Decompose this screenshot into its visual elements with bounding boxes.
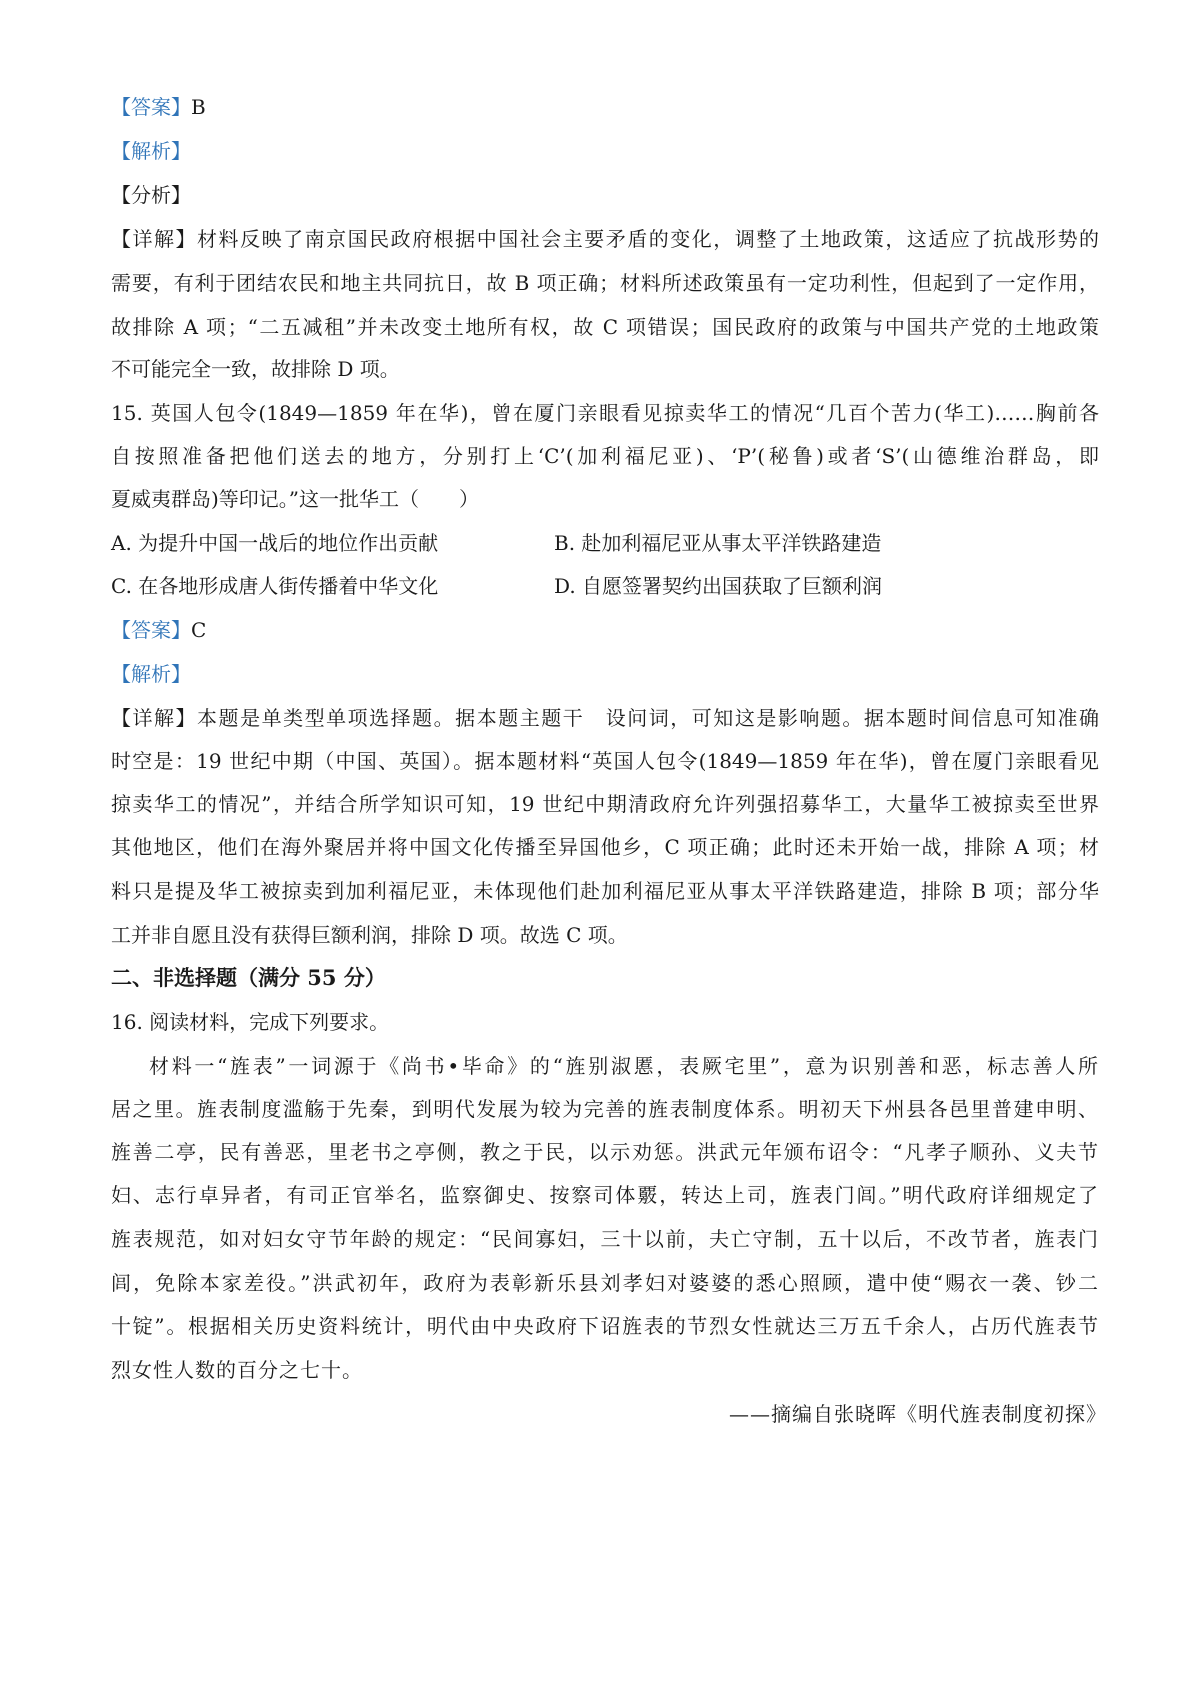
option-c: C. 在各地形成唐人街传播着中华文化 [111, 574, 439, 598]
material-line-8: 烈女性人数的百分之七十。 [111, 1358, 363, 1382]
material-line-4: 妇、志行卓异者，有司正官举名，监察御史、按察司体覈，转达上司，旌表门闾。”明代政府详细规定了 [111, 1183, 1099, 1207]
material-source: ——摘编自张晓晖《明代旌表制度初探》 [729, 1402, 1107, 1426]
q16-stem: 16. 阅读材料，完成下列要求。 [111, 1010, 390, 1034]
material-line-2: 居之里。旌表制度滥觞于先秦，到明代发展为较为完善的旌表制度体系。明初天下州县各邑里普建申明、 [111, 1097, 1099, 1121]
q15-detail-line-6: 工并非自愿且没有获得巨额利润，排除 D 项。故选 C 项。 [111, 923, 628, 947]
q14-detail-line-2: 需要，有利于团结农民和地主共同抗日，故 B 项正确；材料所述政策虽有一定功利性，但起到了一定作用， [111, 271, 1099, 295]
option-b: B. 赴加利福尼亚从事太平洋铁路建造 [554, 531, 882, 555]
material-line-1: 材料一“旌表”一词源于《尚书•毕命》的“旌别淑慝，表厥宅里”，意为识别善和恶，标志善人所 [149, 1054, 1099, 1078]
answer-tag: 【答案】 [111, 618, 191, 642]
q15-detail-line-4: 其他地区，他们在海外聚居并将中国文化传播至异国他乡，C 项正确；此时还未开始一战，排除 A 项；材 [111, 835, 1099, 859]
q14-answer-line [111, 92, 206, 122]
q15-stem-line-3: 夏威夷群岛)等印记。”这一批华工（ ） [111, 487, 480, 511]
fenxi-tag: 【分析】 [111, 183, 191, 207]
q15-answer-line [111, 615, 206, 645]
material-line-6: 闾，免除本家差役。”洪武初年，政府为表彰新乐县刘孝妇对婆婆的悉心照顾，遣中使“赐衣一袭、钞二 [111, 1271, 1099, 1295]
q15-detail-line-2: 时空是：19 世纪中期（中国、英国）。据本题材料“英国人包令(1849—1859 年在华)，曾在厦门亲眼看见 [111, 749, 1099, 773]
option-a: A. 为提升中国一战后的地位作出贡献 [111, 531, 439, 555]
analysis-tag: 【解析】 [111, 662, 191, 686]
answer-value: B [191, 95, 206, 119]
q14-detail-line-3: 故排除 A 项；“二五减租”并未改变土地所有权，故 C 项错误；国民政府的政策与中国共产党的土地政策 [111, 315, 1099, 339]
section-heading: 二、非选择题（满分 55 分） [111, 965, 386, 990]
answer-tag: 【答案】 [111, 95, 191, 119]
answer-value: C [191, 618, 207, 642]
q14-detail-line-1: 【详解】材料反映了南京国民政府根据中国社会主要矛盾的变化，调整了土地政策，这适应了抗战形势的 [111, 227, 1099, 251]
q15-detail-line-1: 【详解】本题是单类型单项选择题。据本题主题干 设问词，可知这是影响题。据本题时间信息可知准确 [111, 706, 1099, 730]
option-d: D. 自愿签署契约出国获取了巨额利润 [554, 574, 883, 598]
material-line-3: 旌善二亭，民有善恶，里老书之亭侧，教之于民，以示劝惩。洪武元年颁布诏令：“凡孝子顺孙、义夫节 [111, 1140, 1099, 1164]
q15-stem-line-1: 15. 英国人包令(1849—1859 年在华)，曾在厦门亲眼看见掠卖华工的情况“几百个苦力(华工)……胸前各 [111, 401, 1099, 425]
q15-stem-line-2: 自按照准备把他们送去的地方，分别打上‘C’(加利福尼亚)、‘P’(秘鲁)或者‘S’(山德维治群岛，即 [111, 444, 1099, 468]
material-line-5: 旌表规范，如对妇女守节年龄的规定：“民间寡妇，三十以前，夫亡守制，五十以后，不改节者，旌表门 [111, 1227, 1099, 1251]
q14-detail-line-4: 不可能完全一致，故排除 D 项。 [111, 357, 400, 381]
q15-detail-line-3: 掠卖华工的情况”，并结合所学知识可知，19 世纪中期清政府允许列强招募华工，大量华工被掠卖至世界 [111, 792, 1099, 816]
analysis-tag: 【解析】 [111, 139, 191, 163]
material-line-7: 十锭”。根据相关历史资料统计，明代由中央政府下诏旌表的节烈女性就达三万五千余人，占历代旌表节 [111, 1314, 1099, 1338]
q15-detail-line-5: 料只是提及华工被掠卖到加利福尼亚，未体现他们赴加利福尼亚从事太平洋铁路建造，排除 B 项；部分华 [111, 879, 1099, 903]
